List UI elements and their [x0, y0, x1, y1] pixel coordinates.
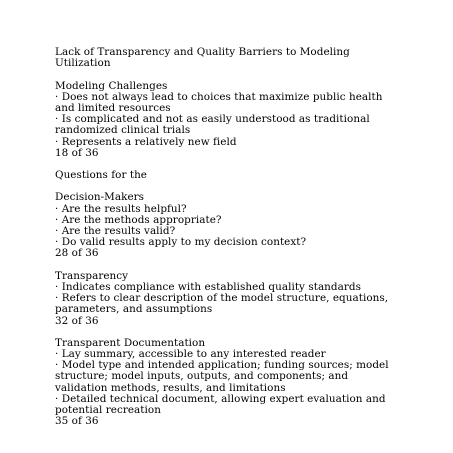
section-heading: Transparent Documentation	[55, 336, 206, 349]
section-heading: Questions for the	[55, 169, 148, 182]
page-count: 35 of 36	[55, 415, 99, 428]
section-heading: Decision-Makers	[55, 191, 145, 204]
bullet-line: · Lay summary, accessible to any interested reader	[55, 348, 326, 361]
bullet-line: · Represents a relatively new field	[55, 135, 237, 148]
bullet-line: · Detailed technical document, allowing expert evaluation and	[55, 392, 386, 405]
doc-title-line-2: Utilization	[55, 57, 111, 70]
doc-title-line-1: Lack of Transparency and Quality Barriers to Modeling	[55, 46, 350, 58]
bullet-line: · Model type and intended application; funding sources; model	[55, 359, 389, 372]
section-heading: Modeling Challenges	[55, 79, 168, 92]
bullet-continuation: parameters, and assumptions	[55, 303, 213, 316]
page-count: 32 of 36	[55, 314, 99, 327]
bullet-line: · Do valid results apply to my decision context?	[55, 236, 307, 249]
bullet-line: · Are the results valid?	[55, 225, 176, 237]
bullet-continuation: potential recreation	[55, 404, 161, 416]
page-count: 18 of 36	[55, 146, 99, 159]
bullet-continuation: randomized clinical trials	[55, 124, 191, 137]
bullet-line: · Indicates compliance with established quality standards	[55, 280, 361, 293]
blank-line	[55, 69, 413, 80]
bullet-line: · Are the methods appropriate?	[55, 213, 222, 226]
bullet-line: · Refers to clear description of the model structure, equations,	[55, 292, 389, 305]
section-heading: Transparency	[55, 269, 129, 282]
bullet-line: · Is complicated and not as easily understood as traditional	[55, 113, 370, 126]
page-count: 28 of 36	[55, 247, 99, 260]
bullet-line: · Are the results helpful?	[55, 202, 187, 215]
bullet-continuation: validation methods, results, and limitations	[55, 381, 286, 394]
document-text	[55, 47, 413, 427]
bullet-line: · Does not always lead to choices that maximize public health	[55, 90, 383, 103]
bullet-continuation: structure; model inputs, outputs, and components; and	[55, 370, 349, 383]
bullet-continuation: and limited resources	[55, 101, 171, 114]
